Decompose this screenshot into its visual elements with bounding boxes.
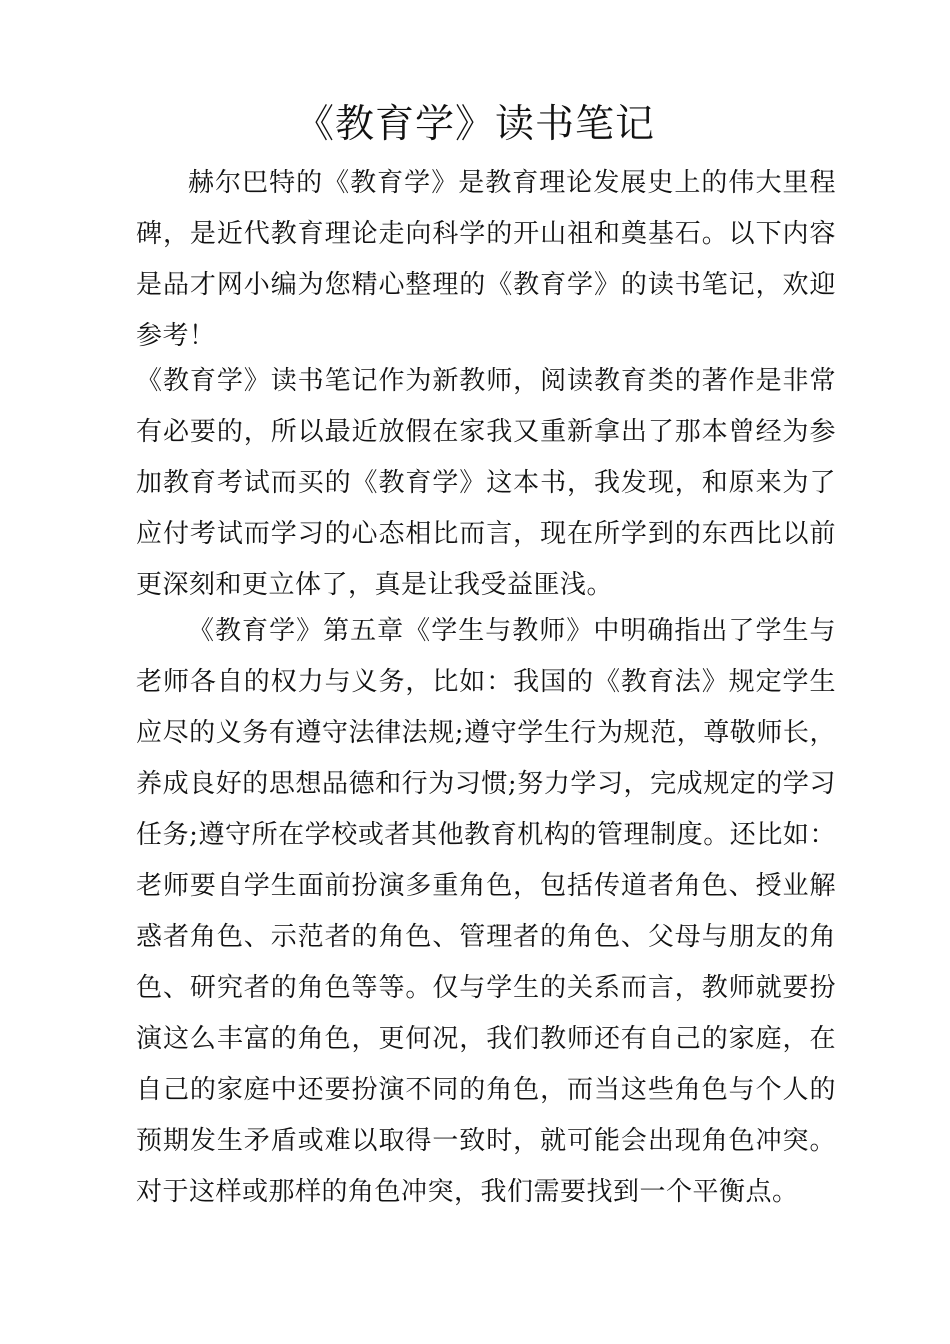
body-paragraph-1: 《教育学》读书笔记作为新教师，阅读教育类的著作是非常有必要的，所以最近放假在家我又重新拿出了那本曾经为参加教育考试而买的《教育学》这本书，我发现，和原来为了应付考试而学习的心态相比而言，现在所学到的东西比以前更深刻和更立体了，真是让我受益匪浅。 [136, 366, 836, 600]
document-title: 《教育学》读书笔记 [294, 102, 655, 147]
intro-paragraph: 赫尔巴特的《教育学》是教育理论发展史上的伟大里程碑，是近代教育理论走向科学的开山祖和奠基石。以下内容是品才网小编为您精心整理的《教育学》的读书笔记，欢迎参考！ [136, 168, 836, 351]
body-paragraph-2: 《教育学》第五章《学生与教师》中明确指出了学生与老师各自的权力与义务，比如：我国的《教育法》规定学生应尽的义务有遵守法律法规;遵守学生行为规范，尊敬师长，养成良好的思想品德和行为习惯;努力学习，完成规定的学习任务;遵守所在学校或者其他教育机构的管理制度。还比如：老师要自学生面前扮演多重角色，包括传道者角色、授业解惑者角色、示范者的角色、管理者的角色、父母与朋友的角色、研究者的角色等等。仅与学生的关系而言，教师就要扮演这么丰富的角色，更何况，我们教师还有自己的家庭，在自己的家庭中还要扮演不同的角色，而当这些角色与个人的预期发生矛盾或难以取得一致时，就可能会出现角色冲突。对于这样或那样的角色冲突，我们需要找到一个平衡点。 [136, 616, 836, 1207]
